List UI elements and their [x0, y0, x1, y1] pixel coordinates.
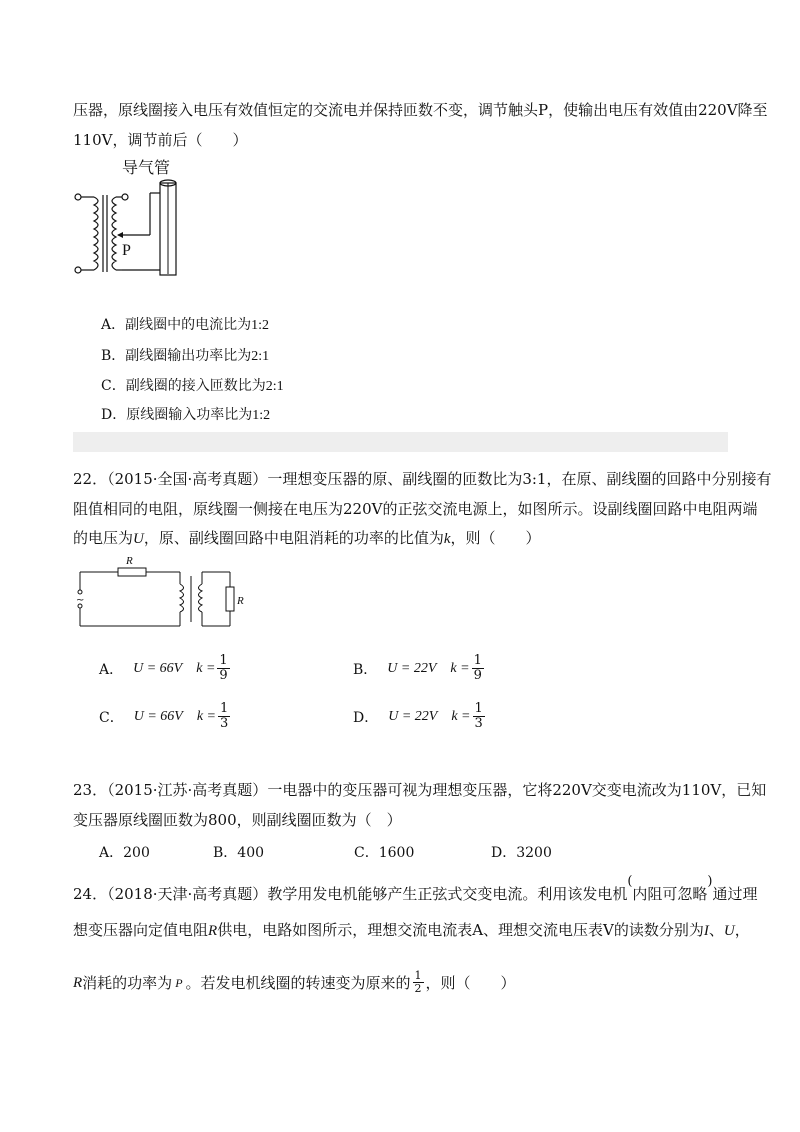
numerator: 1	[414, 969, 422, 982]
q24-fraction	[413, 970, 424, 995]
denominator: 9	[219, 668, 228, 683]
option-value: 1:2	[251, 318, 270, 333]
option-k: k =	[196, 660, 216, 676]
q22-stem-line3	[73, 528, 541, 549]
option-u: U = 66V	[133, 660, 183, 676]
q23-stem-line2: 变压器原线圈匝数为800，则副线圈匝数为（ ）	[73, 811, 402, 829]
q22-stem-text: 一理想变压器的原、副线圈的匝数比为3:1，在原、副线圈的回路中分别接有	[267, 470, 772, 488]
fraction	[472, 654, 484, 683]
fraction	[218, 702, 230, 731]
numerator: 1	[219, 653, 228, 668]
denominator: 3	[220, 716, 229, 731]
option-value: 3200	[516, 845, 552, 861]
q24-stem-text: 供电，电路如图所示，理想交流电流表A、理想交流电压表V的读数分别为	[217, 921, 704, 939]
q24-stem-text: ，则（ ）	[425, 973, 516, 992]
q24-source: （2018·天津·高考真题）	[107, 885, 268, 903]
q21-figure-p-label: P	[122, 242, 131, 259]
q21-stem-line2: 110V，调节前后（ ）	[73, 131, 248, 149]
q24-var-u: U	[723, 923, 735, 939]
option-label: D．	[353, 709, 379, 726]
option-label: C．	[99, 709, 124, 726]
q24-var-r: R	[208, 923, 218, 939]
q22-figure	[72, 552, 252, 632]
q21-figure-tube-label: 导气管	[122, 158, 171, 177]
q24-stem-text: 、	[708, 921, 724, 939]
q24-var-p: P	[175, 975, 183, 990]
q24-stem-text: 通过理	[712, 885, 758, 903]
option-value: 2:1	[251, 349, 270, 364]
q24-stem-line2	[73, 920, 750, 941]
q22-option-d[interactable]	[353, 702, 485, 731]
option-label: A．	[99, 661, 124, 678]
q23-stem-text: 一电器中的变压器可视为理想变压器，它将220V交变电流改为110V，已知	[267, 781, 767, 799]
option-label: B．	[213, 845, 238, 861]
q22-source: （2015·全国·高考真题）	[107, 470, 268, 488]
option-label: A．	[101, 317, 126, 333]
q24-stem-text: 想变压器向定值电阻	[73, 921, 209, 939]
q24-paren-open: (	[627, 874, 633, 889]
q21-option-c[interactable]	[101, 375, 284, 395]
q22-var-k: k	[443, 531, 451, 547]
q22-stem-text: 的电压为	[73, 529, 134, 547]
option-label: A．	[99, 845, 124, 861]
denominator: 3	[474, 716, 483, 731]
q24-stem-text: 。若发电机线圈的转速变为原来的	[185, 973, 411, 992]
option-value: 1600	[378, 845, 415, 861]
q21-option-d[interactable]	[101, 404, 270, 424]
option-label: C．	[101, 378, 126, 394]
option-u: U = 22V	[387, 660, 437, 676]
q24-var-r: R	[73, 974, 83, 991]
q22-figure-r2-label: R	[237, 595, 244, 607]
denominator: 9	[473, 668, 482, 683]
option-label: B．	[353, 661, 378, 678]
option-text: 副线圈中的电流比为	[125, 317, 252, 333]
q23-option-b[interactable]	[213, 842, 264, 862]
numerator: 1	[473, 653, 482, 668]
option-text: 副线圈的接入匝数比为	[125, 378, 266, 394]
q23-number: 23．	[73, 781, 108, 799]
q21-figure	[70, 155, 190, 280]
option-value: 200	[123, 845, 150, 861]
q22-stem-line2: 阻值相同的电阻，原线圈一侧接在电压为220V的正弦交流电源上，如图所示。设副线圈回路中电阻两端	[73, 500, 758, 518]
fraction	[217, 654, 229, 683]
q22-stem-text: ，则（ ）	[450, 529, 541, 547]
fraction	[473, 702, 485, 731]
option-k: k =	[196, 708, 216, 724]
q22-option-c[interactable]	[99, 702, 230, 731]
denominator: 2	[414, 982, 422, 995]
option-k: k =	[451, 708, 471, 724]
q23-stem-line1	[73, 780, 766, 800]
q22-figure-r1-label: R	[126, 555, 133, 567]
q23-source: （2015·江苏·高考真题）	[107, 781, 268, 799]
q24-stem-text: 教学用发电机能够产生正弦式交变电流。利用该发电机	[267, 885, 628, 903]
option-value: 2:1	[265, 379, 284, 394]
option-text: 原线圈输入功率比为	[126, 407, 253, 423]
q22-number: 22．	[73, 470, 108, 488]
q22-stem-line1	[73, 469, 771, 489]
q22-stem-text: ，原、副线圈回路中电阻消耗的功率的比值为	[143, 529, 444, 547]
q22-option-b[interactable]	[353, 654, 484, 683]
q24-number: 24．	[73, 885, 108, 903]
q24-stem-text: 消耗的功率为	[82, 973, 173, 992]
option-u: U = 66V	[133, 708, 183, 724]
q24-paren-close: )	[707, 874, 713, 889]
q21-option-b[interactable]	[101, 345, 269, 365]
q21-stem-line1: 压器，原线圈接入电压有效值恒定的交流电并保持匝数不变，调节触头P，使输出电压有效值由220V降至	[73, 101, 768, 119]
option-label: C．	[354, 845, 379, 861]
option-label: B．	[101, 348, 126, 364]
q24-stem-text: ，	[734, 921, 750, 939]
option-label: D．	[491, 845, 517, 861]
numerator: 1	[474, 701, 483, 716]
q22-option-a[interactable]	[99, 654, 230, 683]
q24-stem-line3	[73, 970, 516, 995]
option-label: D．	[101, 407, 127, 423]
q24-stem-line1	[73, 874, 758, 906]
option-value: 1:2	[252, 408, 271, 423]
option-value: 400	[237, 845, 265, 861]
q24-var-i: I	[703, 923, 709, 939]
section-divider	[73, 432, 728, 452]
q23-option-a[interactable]	[99, 842, 150, 862]
option-text: 副线圈输出功率比为	[125, 348, 252, 364]
q23-option-c[interactable]	[354, 842, 414, 862]
q24-stem-text: 内阻可忽略	[632, 885, 708, 903]
option-k: k =	[450, 660, 470, 676]
q22-var-u: U	[133, 531, 144, 547]
numerator: 1	[220, 701, 229, 716]
q22-figure-source: ~	[76, 595, 85, 606]
q21-option-a[interactable]	[101, 314, 269, 334]
q23-option-d[interactable]	[491, 842, 552, 862]
option-u: U = 22V	[388, 708, 438, 724]
